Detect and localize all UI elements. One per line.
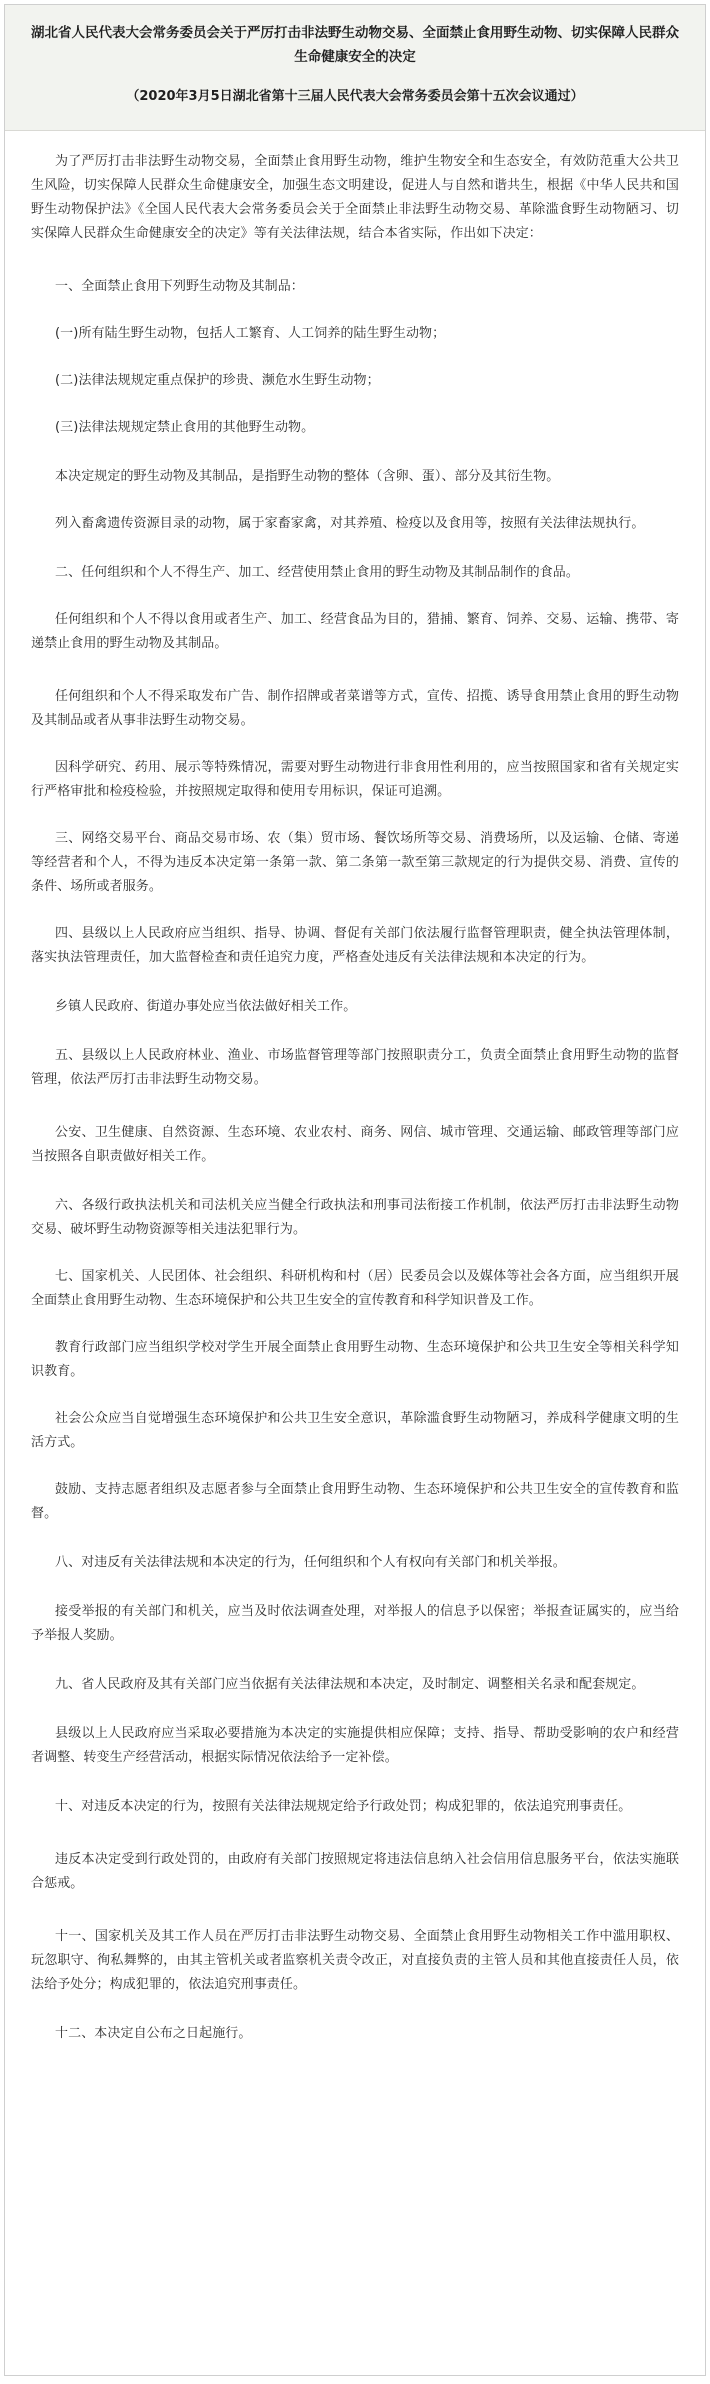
article-12: 十二、本决定自公布之日起施行。 xyxy=(55,2026,252,2041)
article-4-clause-2: 乡镇人民政府、街道办事处应当依法做好相关工作。 xyxy=(55,999,357,1014)
article-11: 十一、国家机关及其工作人员在严厉打击非法野生动物交易、全面禁止食用野生动物相关工作中滥用职权、玩忽职守、徇私舞弊的，由其主管机关或者监察机关责令改正，对直接负责的主管人员和其他直接责任人员，依法给予处分；构成犯罪的，依法追究刑事责任。 xyxy=(31,1929,679,1992)
adoption-note: （2020年3月5日湖北省第十三届人民代表大会常务委员会第十五次会议通过） xyxy=(126,89,584,104)
document-header xyxy=(5,5,705,131)
article-2-clause-2: 任何组织和个人不得以食用或者生产、加工、经营食品为目的，猎捕、繁育、饲养、交易、运输、携带、寄递禁止食用的野生动物及其制品。 xyxy=(31,612,679,651)
article-1-item-2: (二)法律法规规定重点保护的珍贵、濒危水生野生动物； xyxy=(55,373,380,388)
document-body xyxy=(5,131,705,2046)
article-2: 二、任何组织和个人不得生产、加工、经营使用禁止食用的野生动物及其制品制作的食品。 xyxy=(55,565,580,580)
article-7-clause-3: 社会公众应当自觉增强生态环境保护和公共卫生安全意识，革除滥食野生动物陋习，养成科学健康文明的生活方式。 xyxy=(31,1411,679,1450)
article-8-clause-2: 接受举报的有关部门和机关，应当及时依法调查处理，对举报人的信息予以保密；举报查证属实的，应当给予举报人奖励。 xyxy=(31,1604,679,1643)
article-4: 四、县级以上人民政府应当组织、指导、协调、督促有关部门依法履行监督管理职责，健全执法管理体制，落实执法管理责任，加大监督检查和责任追究力度，严格查处违反有关法律法规和本决定的行为。 xyxy=(31,926,679,965)
article-2-clause-3: 任何组织和个人不得采取发布广告、制作招牌或者菜谱等方式，宣传、招揽、诱导食用禁止食用的野生动物及其制品或者从事非法野生动物交易。 xyxy=(31,689,679,728)
article-3: 三、网络交易平台、商品交易市场、农（集）贸市场、餐饮场所等交易、消费场所，以及运输、仓储、寄递等经营者和个人，不得为违反本决定第一条第一款、第二条第一款至第三款规定的行为提供交易、消费、宣传的条件、场所或者服务。 xyxy=(31,831,679,894)
article-7: 七、国家机关、人民团体、社会组织、科研机构和村（居）民委员会以及媒体等社会各方面，应当组织开展全面禁止食用野生动物、生态环境保护和公共卫生安全的宣传教育和科学知识普及工作。 xyxy=(31,1269,679,1308)
article-1-item-1: (一)所有陆生野生动物，包括人工繁育、人工饲养的陆生野生动物； xyxy=(55,326,446,341)
document-title: 湖北省人民代表大会常务委员会关于严厉打击非法野生动物交易、全面禁止食用野生动物、切实保障人民群众生命健康安全的决定 xyxy=(31,25,679,65)
article-2-clause-4: 因科学研究、药用、展示等特殊情况，需要对野生动物进行非食用性利用的，应当按照国家和省有关规定实行严格审批和检疫检验，并按照规定取得和使用专用标识，保证可追溯。 xyxy=(31,760,679,799)
article-1-item-3: (三)法律法规规定禁止食用的其他野生动物。 xyxy=(55,420,315,435)
article-1-clause-3: 列入畜禽遗传资源目录的动物，属于家畜家禽，对其养殖、检疫以及食用等，按照有关法律法规执行。 xyxy=(55,516,645,531)
article-9: 九、省人民政府及其有关部门应当依据有关法律法规和本决定，及时制定、调整相关名录和配套规定。 xyxy=(55,1677,645,1692)
preamble-paragraph: 为了严厉打击非法野生动物交易，全面禁止食用野生动物，维护生物安全和生态安全，有效防范重大公共卫生风险，切实保障人民群众生命健康安全，加强生态文明建设，促进人与自然和谐共生，根据《中华人民共和国野生动物保护法》《全国人民代表大会常务委员会关于全面禁止非法野生动物交易、革除滥食野生动物陋习、切实保障人民群众生命健康安全的决定》等有关法律法规，结合本省实际，作出如下决定： xyxy=(31,154,679,241)
article-7-clause-2: 教育行政部门应当组织学校对学生开展全面禁止食用野生动物、生态环境保护和公共卫生安全等相关科学知识教育。 xyxy=(31,1340,679,1379)
article-7-clause-4: 鼓励、支持志愿者组织及志愿者参与全面禁止食用野生动物、生态环境保护和公共卫生安全的宣传教育和监督。 xyxy=(31,1482,679,1521)
article-6: 六、各级行政执法机关和司法机关应当健全行政执法和刑事司法衔接工作机制，依法严厉打击非法野生动物交易、破坏野生动物资源等相关违法犯罪行为。 xyxy=(31,1198,679,1237)
article-5-clause-2: 公安、卫生健康、自然资源、生态环境、农业农村、商务、网信、城市管理、交通运输、邮政管理等部门应当按照各自职责做好相关工作。 xyxy=(31,1125,679,1164)
article-5: 五、县级以上人民政府林业、渔业、市场监督管理等部门按照职责分工，负责全面禁止食用野生动物的监督管理，依法严厉打击非法野生动物交易。 xyxy=(31,1048,679,1087)
article-10: 十、对违反本决定的行为，按照有关法律法规规定给予行政处罚；构成犯罪的，依法追究刑事责任。 xyxy=(55,1799,632,1814)
article-10-clause-2: 违反本决定受到行政处罚的，由政府有关部门按照规定将违法信息纳入社会信用信息服务平台，依法实施联合惩戒。 xyxy=(31,1852,679,1891)
article-8: 八、对违反有关法律法规和本决定的行为，任何组织和个人有权向有关部门和机关举报。 xyxy=(55,1555,566,1570)
article-9-clause-2: 县级以上人民政府应当采取必要措施为本决定的实施提供相应保障；支持、指导、帮助受影响的农户和经营者调整、转变生产经营活动，根据实际情况依法给予一定补偿。 xyxy=(31,1726,679,1765)
document-page xyxy=(4,4,706,2376)
article-1: 一、全面禁止食用下列野生动物及其制品： xyxy=(55,279,304,294)
article-1-clause-2: 本决定规定的野生动物及其制品，是指野生动物的整体（含卵、蛋）、部分及其衍生物。 xyxy=(55,469,560,484)
